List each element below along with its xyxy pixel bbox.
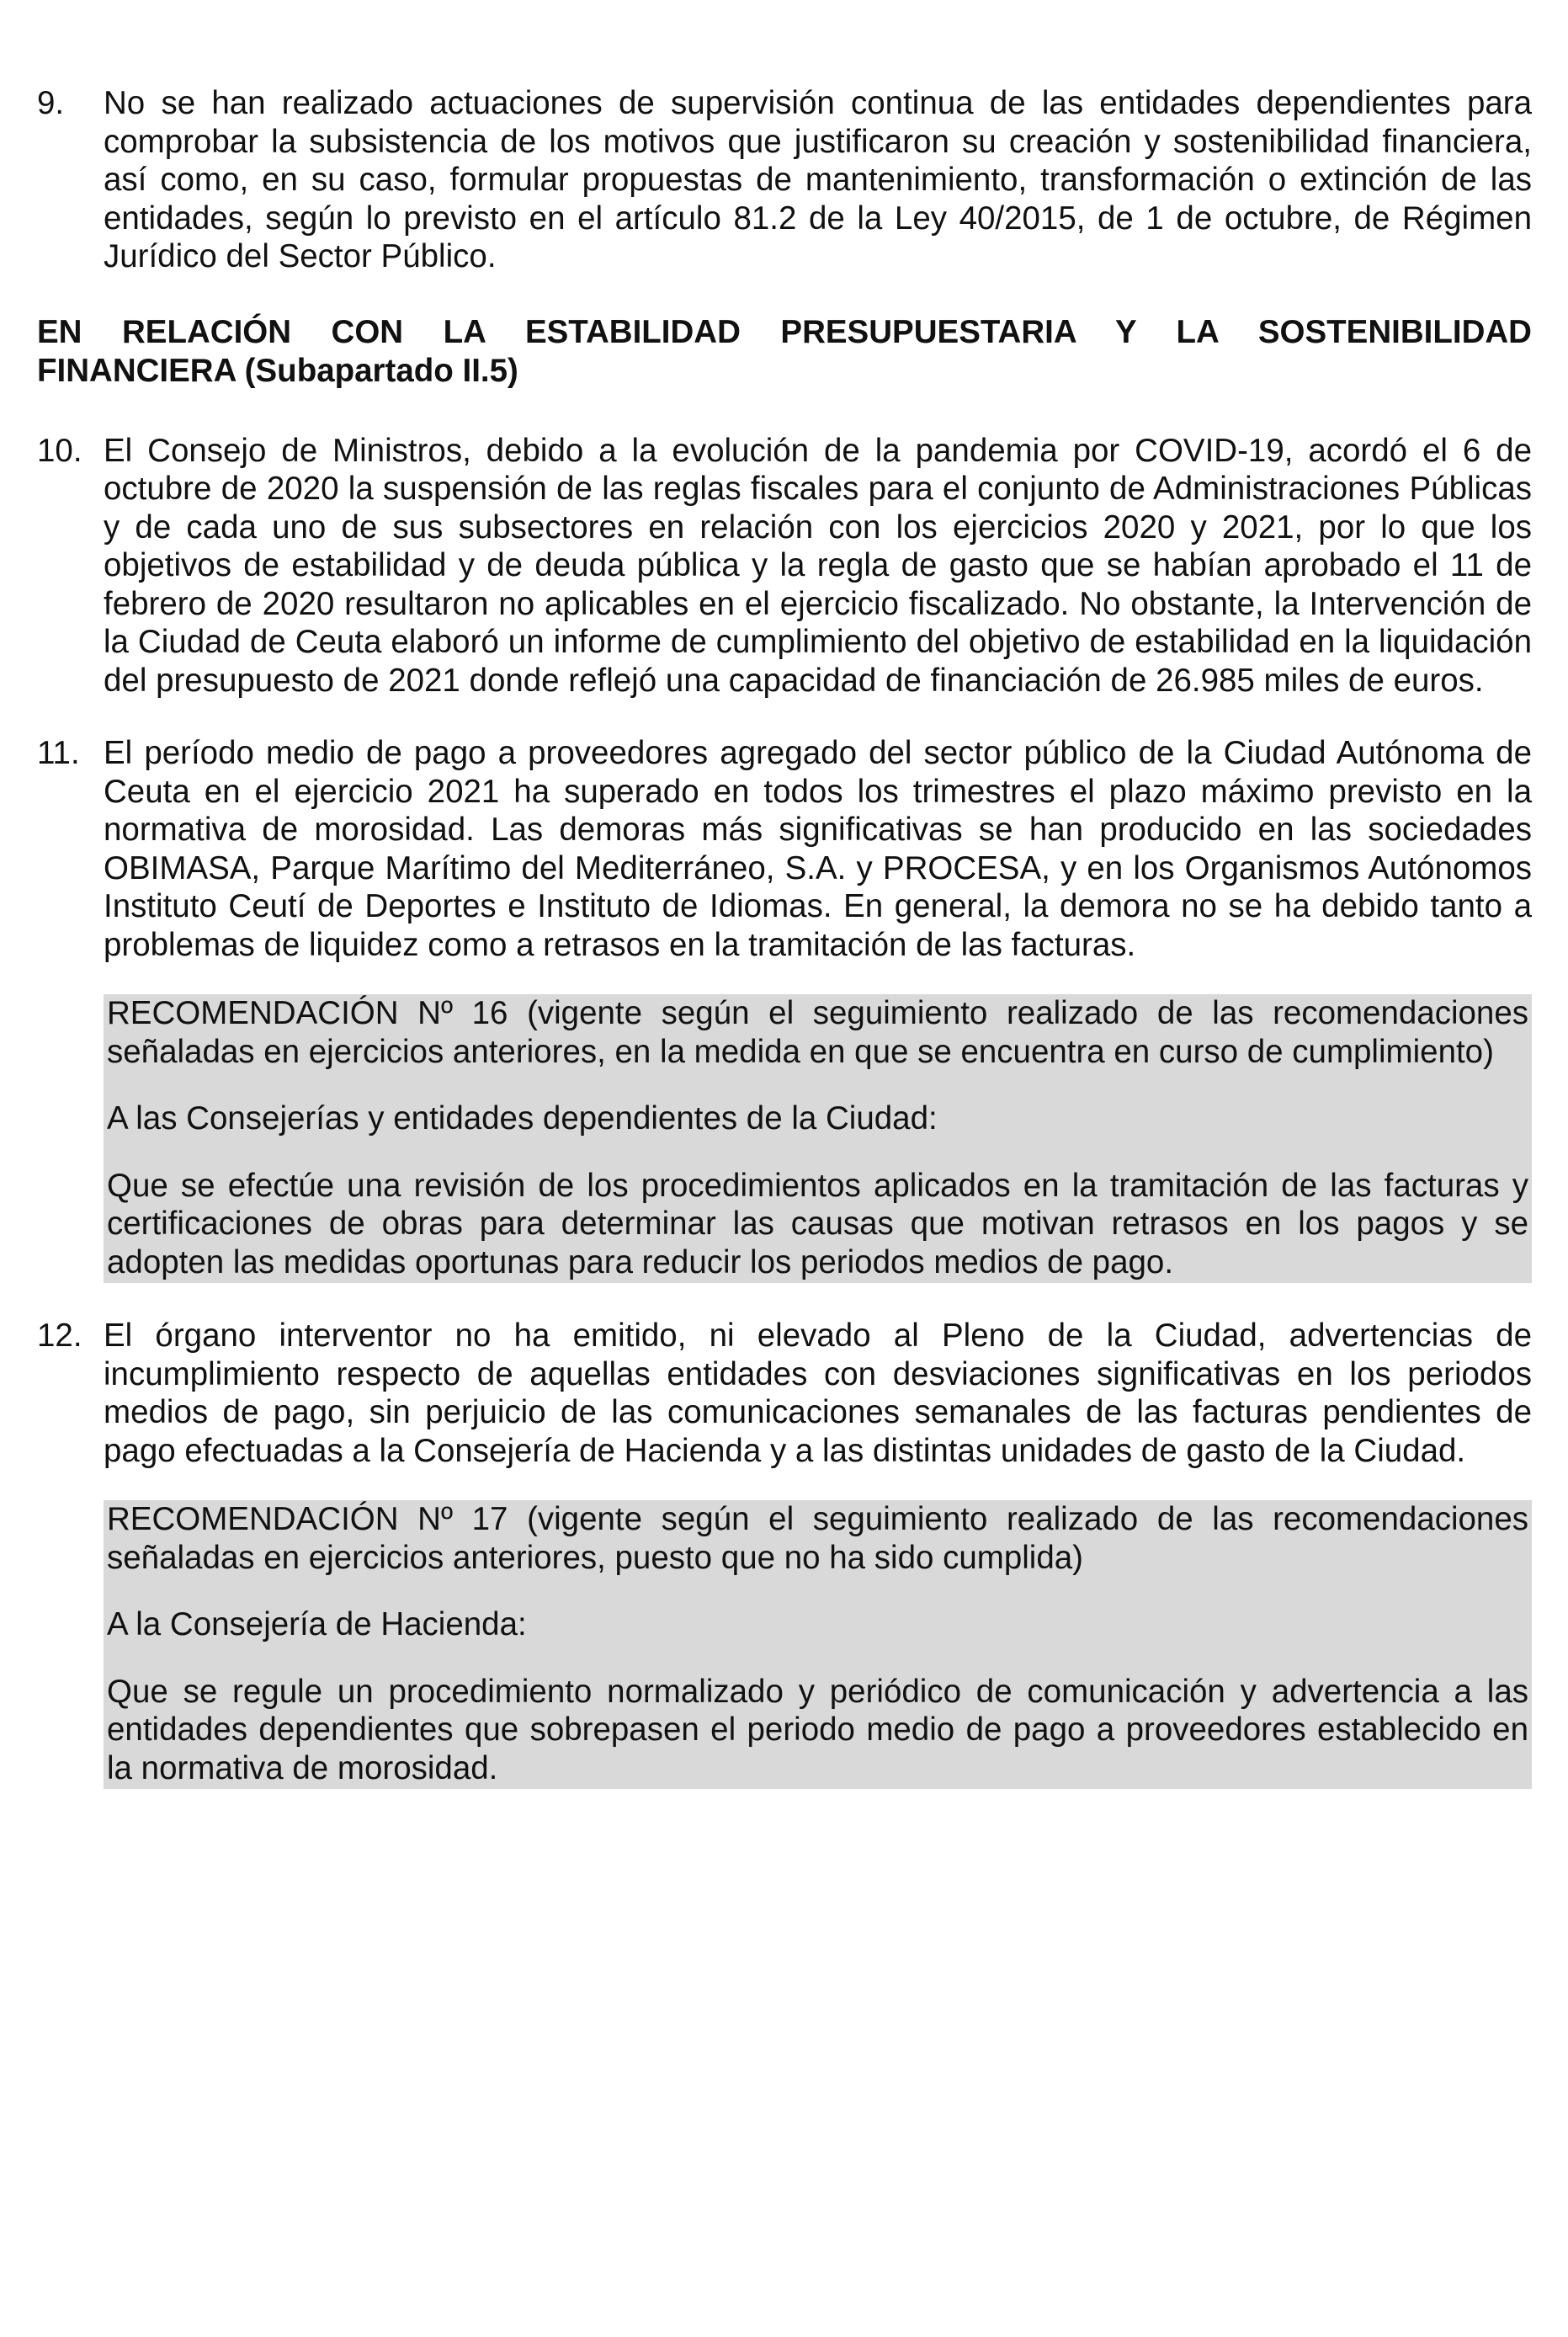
recommendation-addressee: A la Consejería de Hacienda: xyxy=(107,1606,527,1642)
recommendation-title: RECOMENDACIÓN Nº 16 (vigente según el seguimiento realizado de las recomendaciones señaladas en ejercicios anteriores, en la medida en que se encuentra en curso de cumplimiento) xyxy=(107,995,1528,1070)
item-text: El período medio de pago a proveedores agregado del sector público de la Ciudad Autónoma de Ceuta en el ejercicio 2021 ha superado en todos los trimestres el plazo máximo previsto en la normativa de morosidad. Las demoras más significativas se han producido en las sociedades OBIMASA, Parque Marítimo del Mediterráneo, S.A. y PROCESA, y en los Organismos Autónomos Instituto Ceutí de Deportes e Instituto de Idiomas. En general, la demora no se ha debido tanto a problemas de liquidez como a retrasos en la tramitación de las facturas. xyxy=(104,735,1532,963)
section-heading-line2: FINANCIERA (Subapartado II.5) xyxy=(37,352,518,389)
section-heading xyxy=(37,313,1532,391)
item-number: 10. xyxy=(37,432,82,469)
spacer xyxy=(107,1644,1528,1673)
recommendation-17-box xyxy=(104,1500,1532,1789)
list-item-12 xyxy=(37,1317,1532,1470)
item-text: El Consejo de Ministros, debido a la evolución de la pandemia por COVID-19, acordó el 6 de octubre de 2020 la suspensión de las reglas fiscales para el conjunto de Administraciones Públicas y de cada uno de sus subsectores en relación con los ejercicios 2020 y 2021, por lo que los objetivos de estabilidad y de deuda pública y la regla de gasto que se habían aprobado el 11 de febrero de 2020 resultaron no aplicables en el ejercicio fiscalizado. No obstante, la Intervención de la Ciudad de Ceuta elaboró un informe de cumplimiento del objetivo de estabilidad en la liquidación del presupuesto de 2021 donde reflejó una capacidad de financiación de 26.985 miles de euros. xyxy=(104,432,1532,699)
recommendation-title: RECOMENDACIÓN Nº 17 (vigente según el seguimiento realizado de las recomendaciones señaladas en ejercicios anteriores, puesto que no ha sido cumplida) xyxy=(107,1501,1528,1576)
list-item-11 xyxy=(37,734,1532,964)
document-content xyxy=(37,84,1532,1823)
spacer xyxy=(107,1577,1528,1605)
spacer xyxy=(107,1138,1528,1167)
section-heading-line1: EN RELACIÓN CON LA ESTABILIDAD PRESUPUESTARIA Y LA SOSTENIBILIDAD xyxy=(37,313,1532,350)
recommendation-body: Que se regule un procedimiento normalizado y periódico de comunicación y advertencia a las entidades dependientes que sobrepasen el periodo medio de pago a proveedores establecido en la normativa de morosidad. xyxy=(107,1673,1528,1786)
item-text: El órgano interventor no ha emitido, ni elevado al Pleno de la Ciudad, advertencias de incumplimiento respecto de aquellas entidades con desviaciones significativas en los periodos medios de pago, sin perjuicio de las comunicaciones semanales de las facturas pendientes de pago efectuadas a la Consejería de Hacienda y a las distintas unidades de gasto de la Ciudad. xyxy=(104,1318,1532,1469)
item-number: 11. xyxy=(37,735,80,771)
recommendation-body: Que se efectúe una revisión de los procedimientos aplicados en la tramitación de las facturas y certificaciones de obras para determinar las causas que motivan retrasos en los pagos y se adopten las medidas oportunas para reducir los periodos medios de pago. xyxy=(107,1167,1528,1280)
recommendation-addressee: A las Consejerías y entidades dependientes de la Ciudad: xyxy=(107,1100,938,1137)
item-number: 9. xyxy=(37,85,65,121)
list-item-9 xyxy=(37,84,1532,276)
spacer xyxy=(107,1071,1528,1099)
list-item-10 xyxy=(37,432,1532,700)
item-number: 12. xyxy=(37,1318,82,1354)
recommendation-16-box xyxy=(104,994,1532,1283)
item-text: No se han realizado actuaciones de supervisión continua de las entidades dependientes para comprobar la subsistencia de los motivos que justificaron su creación y sostenibilidad financiera, así como, en su caso, formular propuestas de mantenimiento, transformación o extinción de las entidades, según lo previsto en el artículo 81.2 de la Ley 40/2015, de 1 de octubre, de Régimen Jurídico del Sector Público. xyxy=(104,85,1532,274)
